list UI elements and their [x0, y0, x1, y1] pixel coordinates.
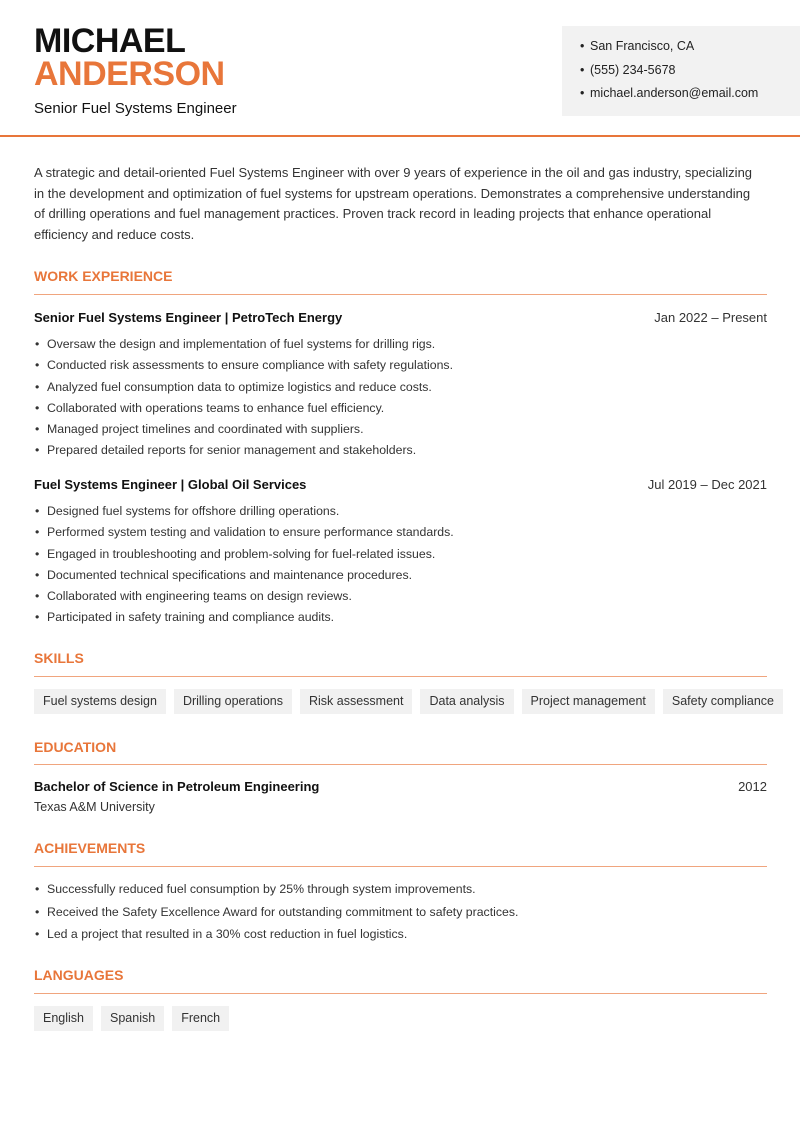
section-divider: [34, 676, 767, 677]
job-1-role: Senior Fuel Systems Engineer | PetroTech Energy: [34, 310, 343, 325]
language-chip: English: [34, 1006, 93, 1031]
list-item: • Engaged in troubleshooting and problem-solving for fuel-related issues.: [34, 546, 767, 567]
last-name: ANDERSON: [34, 55, 225, 93]
list-item: • Collaborated with operations teams to enhance fuel efficiency.: [34, 400, 767, 421]
list-item: • Performed system testing and validation to ensure performance standards.: [34, 524, 767, 545]
achievements-heading: ACHIEVEMENTS: [34, 840, 146, 856]
list-item: • Managed project timelines and coordinated with suppliers.: [34, 421, 767, 442]
list-item: • Documented technical specifications and maintenance procedures.: [34, 567, 767, 588]
skill-chip: Fuel systems design: [34, 689, 166, 714]
job-2-dates: Jul 2019 – Dec 2021: [647, 477, 767, 492]
first-name: MICHAEL: [34, 22, 186, 60]
job-1-header: [34, 310, 767, 325]
list-item: • Led a project that resulted in a 30% cost reduction in fuel logistics.: [34, 926, 767, 949]
contact-list: [562, 26, 800, 109]
list-item: • Conducted risk assessments to ensure compliance with safety regulations.: [34, 357, 767, 378]
contact-phone: • (555) 234-5678: [580, 62, 800, 86]
languages-heading: LANGUAGES: [34, 967, 124, 983]
summary: A strategic and detail-oriented Fuel Systems Engineer with over 9 years of experience in the oil and gas industry, specializing in the development and optimization of fuel systems for upstream operations. Demonstrates a comprehensive understanding of drilling operations and fuel management practices. Proven track record in leading projects that enhance operational efficiency and reduce costs.: [34, 165, 753, 242]
degree: Bachelor of Science in Petroleum Engineering: [34, 779, 320, 794]
list-item: • Analyzed fuel consumption data to optimize logistics and reduce costs.: [34, 379, 767, 400]
skill-chip: Data analysis: [420, 689, 513, 714]
section-divider: [34, 764, 767, 765]
work-experience-heading: WORK EXPERIENCE: [34, 268, 173, 284]
graduation-year: 2012: [738, 779, 767, 794]
contact-location: • San Francisco, CA: [580, 38, 800, 62]
school: Texas A&M University: [34, 800, 155, 814]
list-item: • Participated in safety training and compliance audits.: [34, 609, 767, 630]
resume-header: [0, 0, 800, 137]
education-heading: EDUCATION: [34, 739, 117, 755]
contact-box: [562, 26, 800, 116]
skill-chip: Safety compliance: [663, 689, 783, 714]
job-2-role: Fuel Systems Engineer | Global Oil Services: [34, 477, 307, 492]
skill-chip: Risk assessment: [300, 689, 412, 714]
language-chip: French: [172, 1006, 229, 1031]
skill-chip: Drilling operations: [174, 689, 292, 714]
job-2-header: [34, 477, 767, 492]
section-divider: [34, 993, 767, 994]
skills-heading: SKILLS: [34, 650, 84, 666]
skill-chip: Project management: [522, 689, 655, 714]
list-item: • Prepared detailed reports for senior management and stakeholders.: [34, 442, 767, 463]
languages-list: [34, 1006, 229, 1031]
language-chip: Spanish: [101, 1006, 164, 1031]
list-item: • Received the Safety Excellence Award for outstanding commitment to safety practices.: [34, 904, 767, 927]
contact-email: • michael.anderson@email.com: [580, 85, 800, 109]
list-item: • Successfully reduced fuel consumption by 25% through system improvements.: [34, 881, 767, 904]
job-2-bullets: [34, 503, 767, 631]
section-divider: [34, 866, 767, 867]
job-title: Senior Fuel Systems Engineer: [34, 100, 237, 117]
list-item: • Oversaw the design and implementation of fuel systems for drilling rigs.: [34, 336, 767, 357]
achievements-list: [34, 881, 767, 949]
list-item: • Designed fuel systems for offshore drilling operations.: [34, 503, 767, 524]
job-1-dates: Jan 2022 – Present: [654, 310, 767, 325]
job-1-bullets: [34, 336, 767, 464]
section-divider: [34, 294, 767, 295]
list-item: • Collaborated with engineering teams on design reviews.: [34, 588, 767, 609]
skills-list: [34, 689, 783, 714]
